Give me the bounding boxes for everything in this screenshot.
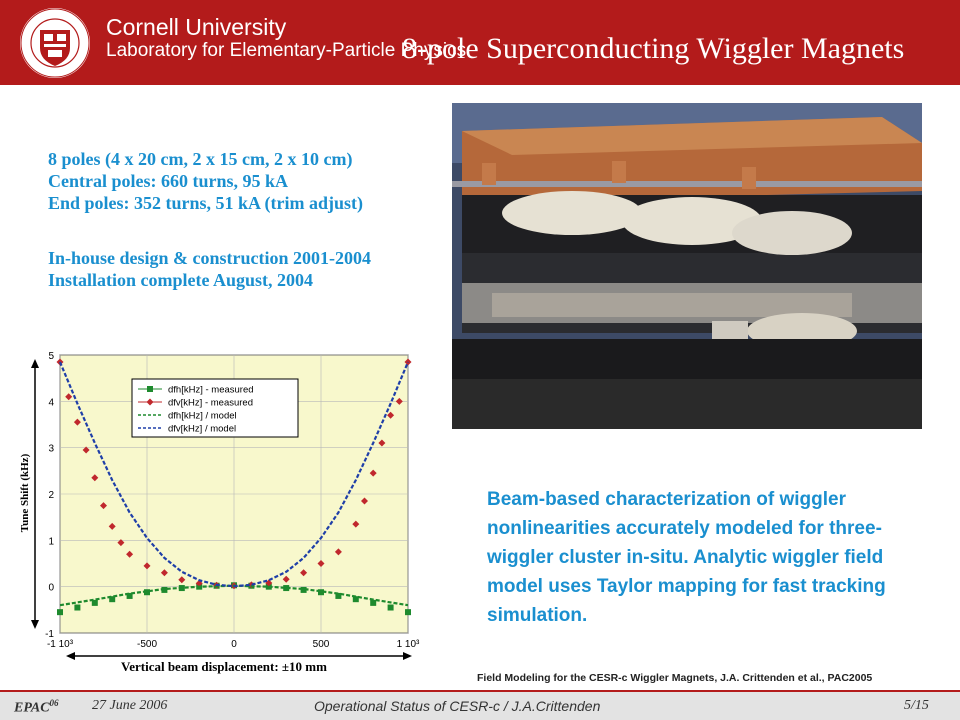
y-tick-label: 2 [48,490,54,501]
facts-line-4: In-house design & construction 2001-2004 [48,248,372,268]
facts-line-2: Central poles: 660 turns, 95 kA [48,171,289,191]
data-point-dfh-measured [405,609,411,615]
y-tick-label: 0 [48,582,54,594]
slide-title: 8-pole Superconducting Wiggler Magnets [402,32,905,65]
y-axis-arrow-top [31,359,39,368]
x-axis-arrow-left [66,652,75,660]
y-tick-label: 5 [48,351,54,362]
header-bar [0,0,960,85]
data-point-dfh-measured [388,605,394,611]
footer-conference: EPAC$^{06}$ [14,698,59,716]
cornell-seal-logo [18,6,92,80]
legend-label: dfv[kHz] / model [168,423,237,435]
y-tick-label: 1 [48,536,54,548]
y-tick-label: 4 [48,397,54,409]
wiggler-magnet-photo [452,103,922,429]
y-tick-label: -1 [45,629,54,640]
y-axis-arrow-bottom [31,620,39,629]
legend-label: dfv[kHz] - measured [168,397,253,409]
x-tick-label: -1 10³ [46,639,74,650]
x-tick-label: 0 [231,639,237,650]
y-axis-label: Tune Shift (kHz) [19,453,31,533]
data-point-dfh-measured [57,609,63,615]
description-text: Beam-based characterization of wiggler nonlinearities accurately modeled for three-wiggler cluster in-situ. Analytic wiggler field model uses Taylor mapping for fast tracking simulation. [487,489,886,626]
x-axis-label: Vertical beam displacement: ±10 mm [121,659,327,674]
x-tick-label: 500 [312,639,330,650]
x-tick-label: -500 [136,639,158,650]
chart-legend [132,379,298,437]
data-point-dfh-measured [370,600,376,606]
x-axis-arrow-right [403,652,412,660]
footer-talk-title: Operational Status of CESR-c / J.A.Crittenden [314,698,601,714]
laboratory-name: Laboratory for Elementary-Particle Physics [106,40,467,61]
facts-line-3: End poles: 352 turns, 51 kA (trim adjust) [48,193,364,213]
data-point-dfh-measured [74,605,80,611]
y-tick-label: 3 [48,443,54,455]
footer-bar [0,690,960,720]
footer-date: 27 June 2006 [92,698,168,713]
reference-citation: Field Modeling for the CESR-c Wiggler Magnets, J.A. Crittenden et al., PAC2005 [477,672,873,684]
university-name: Cornell University [106,14,287,40]
legend-label: dfh[kHz] - measured [168,384,254,396]
footer-page-number: 5/15 [904,698,929,713]
legend-swatch [147,386,153,392]
legend-label: dfh[kHz] / model [168,410,237,422]
facts-line-1: 8 poles (4 x 20 cm, 2 x 15 cm, 2 x 10 cm) [48,149,353,169]
facts-line-5: Installation complete August, 2004 [48,270,314,290]
tune-shift-chart [19,343,424,674]
x-tick-label: 1 10³ [396,639,420,650]
